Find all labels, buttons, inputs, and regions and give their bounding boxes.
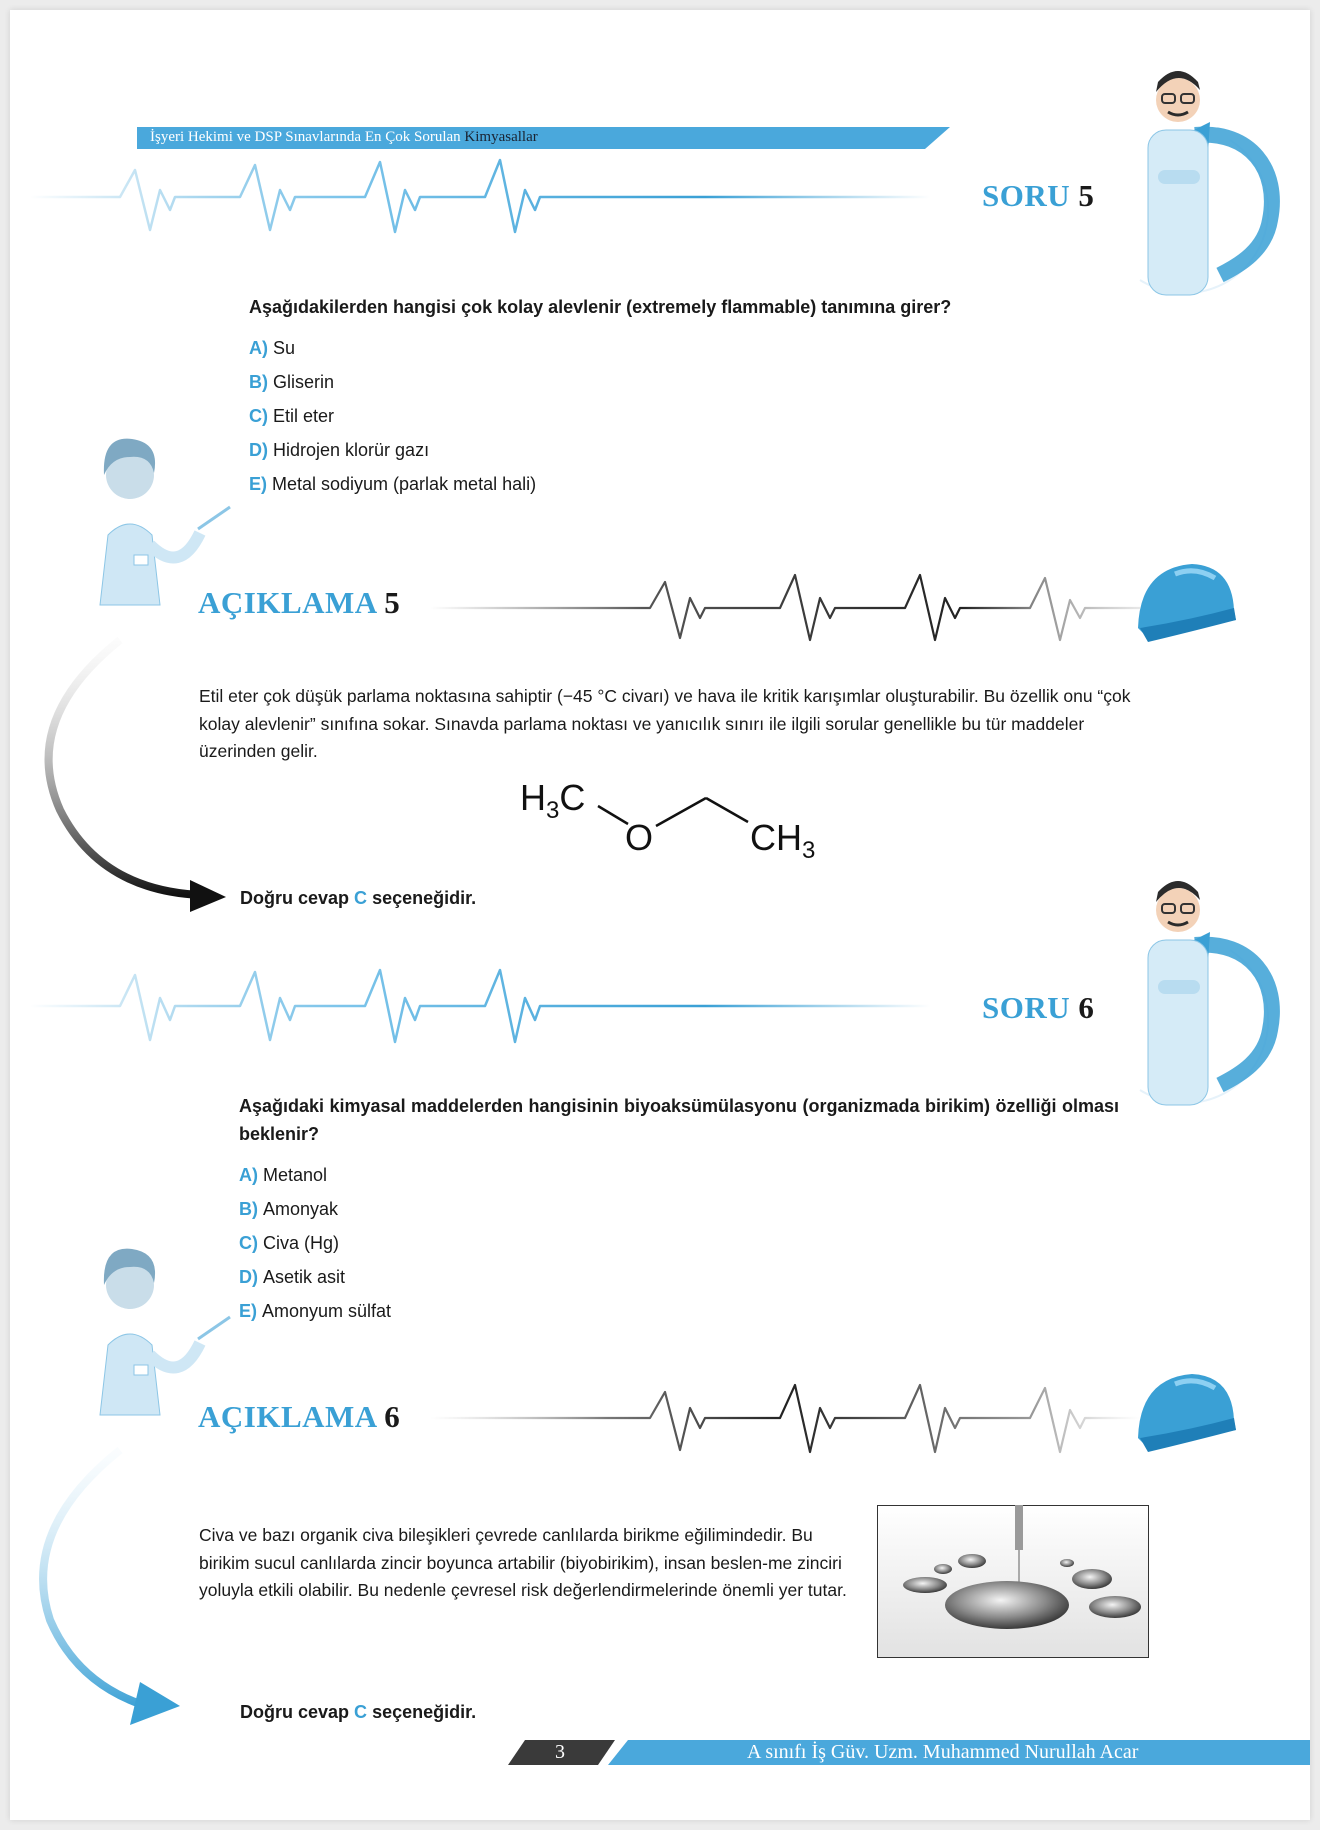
explanation-5-heading: AÇIKLAMA 5 — [198, 585, 401, 620]
option-c: C) Civa (Hg) — [239, 1233, 340, 1253]
option-b: B) Gliserin — [249, 372, 335, 392]
option-e: E) Metal sodiyum (parlak metal hali) — [249, 474, 537, 494]
page-number: 3 — [555, 1741, 565, 1763]
footer-author: A sınıfı İş Güv. Uzm. Muhammed Nurullah Acar — [747, 1741, 1139, 1763]
option-a: A) Su — [249, 338, 296, 358]
answer-6: Doğru cevap C seçeneğidir. — [240, 1702, 477, 1722]
question-5-heading: SORU 5 — [982, 178, 1095, 213]
option-d: D) Asetik asit — [239, 1267, 346, 1287]
explanation-5-text: Etil eter çok düşük parlama noktasına sahiptir (−45 °C civarı) ve hava ile kritik karışımlar oluşturabilir. Bu özellik onu “çok kolay alevlenir” sınıfına sokar. Sınavda parlama noktası ve yanıcılık sınırı ile ilgili sorular genellikle bu tür maddeler üzerinden gelir. — [199, 686, 1131, 761]
header-banner-text: İşyeri Hekimi ve DSP Sınavlarında En Çok Sorulan Kimyasallar — [150, 129, 538, 145]
question-5-text: Aşağıdakilerden hangisi çok kolay alevlenir (extremely flammable) tanımına girer? — [249, 297, 952, 317]
svg-text:O: O — [625, 817, 654, 858]
question-6-heading: SORU 6 — [982, 990, 1095, 1025]
explanation-6-text: Civa ve bazı organik civa bileşikleri çevrede canlılarda birikme eğilimindedir. Bu birikim sucul canlılarda zincir boyunca artabilir (biyobirikim), insan beslen-me zinciri yoluyla etkili olabilir. Bu nedenle çevresel risk değerlendirmelerinde önemli yer tutar. — [199, 1525, 847, 1600]
option-e: E) Amonyum sülfat — [239, 1301, 392, 1321]
svg-text:H3C: $H_3C$ — [520, 777, 586, 824]
svg-text:CH3: $CH_3$ — [750, 817, 816, 864]
option-b: B) Amonyak — [239, 1199, 339, 1219]
question-6-text: Aşağıdaki kimyasal maddelerden hangisinin biyoaksümülasyonu (organizmada birikim) özelliği olması beklenir? — [239, 1096, 1119, 1144]
option-a: A) Metanol — [239, 1165, 328, 1185]
option-c: C) Etil eter — [249, 406, 335, 426]
answer-5: Doğru cevap C seçeneğidir. — [240, 888, 477, 908]
explanation-6-heading: AÇIKLAMA 6 — [198, 1399, 401, 1434]
option-d: D) Hidrojen klorür gazı — [249, 440, 430, 460]
